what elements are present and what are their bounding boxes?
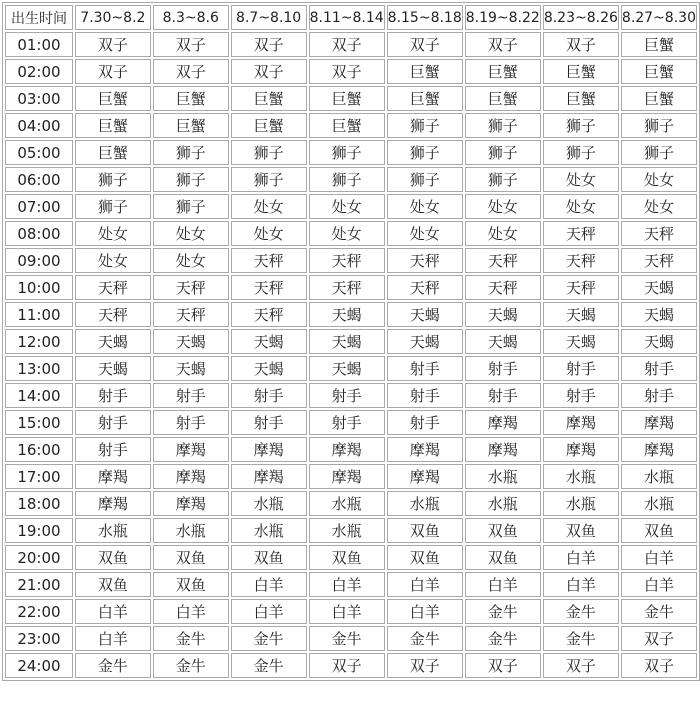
zodiac-sign-cell: 双子	[75, 59, 151, 84]
zodiac-sign-cell: 摩羯	[621, 437, 697, 462]
zodiac-sign-cell: 天蝎	[75, 356, 151, 381]
zodiac-sign-cell: 双子	[621, 653, 697, 678]
table-row	[5, 410, 697, 435]
zodiac-sign-cell: 射手	[75, 437, 151, 462]
zodiac-sign-cell: 水瓶	[465, 491, 541, 516]
zodiac-sign-cell: 狮子	[231, 140, 307, 165]
table-row	[5, 221, 697, 246]
zodiac-sign-cell: 摩羯	[153, 437, 229, 462]
zodiac-sign-cell: 天秤	[153, 302, 229, 327]
zodiac-sign-cell: 狮子	[231, 167, 307, 192]
zodiac-sign-cell: 白羊	[75, 626, 151, 651]
zodiac-sign-cell: 双鱼	[153, 572, 229, 597]
birth-time-cell: 08:00	[5, 221, 73, 246]
zodiac-sign-cell: 射手	[75, 410, 151, 435]
zodiac-sign-cell: 摩羯	[465, 437, 541, 462]
zodiac-sign-cell: 处女	[231, 194, 307, 219]
zodiac-sign-cell: 天蝎	[387, 329, 463, 354]
header-date-range: 8.15~8.18	[387, 5, 463, 30]
zodiac-sign-cell: 水瓶	[153, 518, 229, 543]
zodiac-sign-cell: 水瓶	[231, 518, 307, 543]
zodiac-sign-cell: 天秤	[543, 221, 619, 246]
zodiac-sign-cell: 巨蟹	[231, 86, 307, 111]
zodiac-sign-cell: 双子	[465, 32, 541, 57]
zodiac-sign-cell: 处女	[75, 248, 151, 273]
zodiac-sign-cell: 双鱼	[621, 518, 697, 543]
zodiac-sign-cell: 狮子	[75, 167, 151, 192]
zodiac-sign-cell: 射手	[309, 410, 385, 435]
table-row	[5, 599, 697, 624]
zodiac-sign-cell: 狮子	[621, 140, 697, 165]
zodiac-sign-cell: 天蝎	[543, 329, 619, 354]
zodiac-sign-cell: 双子	[387, 653, 463, 678]
zodiac-sign-cell: 摩羯	[309, 437, 385, 462]
zodiac-sign-cell: 射手	[387, 356, 463, 381]
header-birth-time: 出生时间	[5, 5, 73, 30]
zodiac-sign-cell: 天蝎	[621, 329, 697, 354]
birth-time-cell: 20:00	[5, 545, 73, 570]
zodiac-sign-cell: 天秤	[153, 275, 229, 300]
zodiac-sign-cell: 双子	[465, 653, 541, 678]
zodiac-sign-cell: 水瓶	[621, 491, 697, 516]
zodiac-sign-cell: 处女	[75, 221, 151, 246]
table-body	[5, 32, 697, 678]
table-row	[5, 572, 697, 597]
zodiac-sign-cell: 双鱼	[387, 518, 463, 543]
table-header-row	[5, 5, 697, 30]
zodiac-sign-cell: 处女	[621, 194, 697, 219]
birth-time-cell: 04:00	[5, 113, 73, 138]
zodiac-sign-cell: 双子	[153, 32, 229, 57]
header-date-range: 8.19~8.22	[465, 5, 541, 30]
zodiac-sign-cell: 巨蟹	[309, 113, 385, 138]
zodiac-sign-cell: 天秤	[465, 275, 541, 300]
zodiac-sign-cell: 处女	[153, 221, 229, 246]
header-date-range: 8.7~8.10	[231, 5, 307, 30]
birth-time-cell: 15:00	[5, 410, 73, 435]
zodiac-sign-cell: 金牛	[75, 653, 151, 678]
table-row	[5, 329, 697, 354]
zodiac-sign-cell: 处女	[153, 248, 229, 273]
zodiac-sign-cell: 金牛	[543, 599, 619, 624]
zodiac-sign-cell: 处女	[543, 167, 619, 192]
zodiac-sign-cell: 天蝎	[309, 302, 385, 327]
zodiac-sign-cell: 双子	[309, 59, 385, 84]
birth-time-cell: 19:00	[5, 518, 73, 543]
zodiac-sign-cell: 处女	[543, 194, 619, 219]
birth-time-cell: 16:00	[5, 437, 73, 462]
zodiac-sign-cell: 天秤	[465, 248, 541, 273]
table-row	[5, 167, 697, 192]
zodiac-sign-cell: 白羊	[153, 599, 229, 624]
zodiac-sign-cell: 金牛	[153, 626, 229, 651]
zodiac-sign-cell: 天蝎	[231, 329, 307, 354]
zodiac-sign-cell: 金牛	[231, 626, 307, 651]
zodiac-sign-cell: 射手	[75, 383, 151, 408]
zodiac-sign-cell: 摩羯	[153, 491, 229, 516]
zodiac-sign-cell: 处女	[231, 221, 307, 246]
zodiac-sign-cell: 巨蟹	[543, 59, 619, 84]
zodiac-sign-cell: 狮子	[153, 167, 229, 192]
birth-time-cell: 23:00	[5, 626, 73, 651]
zodiac-sign-cell: 巨蟹	[231, 113, 307, 138]
zodiac-sign-cell: 天蝎	[231, 356, 307, 381]
zodiac-sign-cell: 天秤	[231, 302, 307, 327]
zodiac-sign-cell: 天秤	[75, 275, 151, 300]
zodiac-sign-cell: 狮子	[465, 167, 541, 192]
zodiac-sign-cell: 摩羯	[309, 464, 385, 489]
zodiac-sign-cell: 射手	[153, 410, 229, 435]
table-row	[5, 491, 697, 516]
zodiac-sign-cell: 巨蟹	[309, 86, 385, 111]
zodiac-sign-cell: 狮子	[465, 113, 541, 138]
zodiac-sign-cell: 金牛	[153, 653, 229, 678]
zodiac-sign-cell: 巨蟹	[543, 86, 619, 111]
zodiac-sign-cell: 天蝎	[465, 302, 541, 327]
zodiac-sign-cell: 处女	[621, 167, 697, 192]
table-row	[5, 653, 697, 678]
zodiac-sign-cell: 双子	[231, 59, 307, 84]
zodiac-sign-cell: 天秤	[543, 275, 619, 300]
zodiac-sign-cell: 狮子	[309, 167, 385, 192]
zodiac-sign-cell: 白羊	[387, 572, 463, 597]
zodiac-sign-cell: 摩羯	[75, 491, 151, 516]
zodiac-sign-cell: 双子	[309, 653, 385, 678]
table-row	[5, 248, 697, 273]
zodiac-sign-cell: 狮子	[153, 140, 229, 165]
zodiac-sign-cell: 双鱼	[231, 545, 307, 570]
zodiac-sign-cell: 双子	[543, 32, 619, 57]
zodiac-sign-cell: 射手	[465, 383, 541, 408]
zodiac-sign-cell: 射手	[153, 383, 229, 408]
zodiac-sign-cell: 水瓶	[621, 464, 697, 489]
zodiac-sign-cell: 摩羯	[231, 464, 307, 489]
zodiac-sign-cell: 白羊	[231, 572, 307, 597]
zodiac-sign-cell: 处女	[465, 194, 541, 219]
table-row	[5, 356, 697, 381]
zodiac-sign-cell: 巨蟹	[75, 140, 151, 165]
zodiac-sign-cell: 双子	[309, 32, 385, 57]
zodiac-sign-cell: 天蝎	[309, 356, 385, 381]
zodiac-sign-cell: 双子	[153, 59, 229, 84]
zodiac-sign-cell: 狮子	[387, 113, 463, 138]
zodiac-sign-cell: 天蝎	[153, 356, 229, 381]
zodiac-sign-cell: 白羊	[543, 572, 619, 597]
zodiac-sign-cell: 摩羯	[153, 464, 229, 489]
zodiac-sign-cell: 射手	[387, 383, 463, 408]
zodiac-sign-cell: 天蝎	[75, 329, 151, 354]
zodiac-sign-cell: 射手	[231, 410, 307, 435]
zodiac-sign-cell: 处女	[387, 194, 463, 219]
zodiac-sign-cell: 巨蟹	[75, 86, 151, 111]
birth-time-cell: 02:00	[5, 59, 73, 84]
birth-time-zodiac-table	[2, 2, 700, 681]
table-row	[5, 275, 697, 300]
header-date-range: 8.27~8.30	[621, 5, 697, 30]
zodiac-sign-cell: 白羊	[621, 572, 697, 597]
zodiac-sign-cell: 金牛	[387, 626, 463, 651]
zodiac-sign-cell: 双鱼	[465, 518, 541, 543]
zodiac-sign-cell: 金牛	[465, 599, 541, 624]
zodiac-sign-cell: 射手	[543, 356, 619, 381]
table-row	[5, 437, 697, 462]
header-date-range: 8.3~8.6	[153, 5, 229, 30]
birth-time-cell: 14:00	[5, 383, 73, 408]
zodiac-sign-cell: 水瓶	[387, 491, 463, 516]
zodiac-sign-cell: 狮子	[309, 140, 385, 165]
zodiac-sign-cell: 射手	[543, 383, 619, 408]
zodiac-sign-cell: 水瓶	[543, 491, 619, 516]
birth-time-cell: 13:00	[5, 356, 73, 381]
birth-time-cell: 09:00	[5, 248, 73, 273]
zodiac-sign-cell: 白羊	[231, 599, 307, 624]
zodiac-sign-cell: 狮子	[621, 113, 697, 138]
zodiac-sign-cell: 金牛	[309, 626, 385, 651]
birth-time-cell: 11:00	[5, 302, 73, 327]
birth-time-cell: 12:00	[5, 329, 73, 354]
zodiac-sign-cell: 水瓶	[75, 518, 151, 543]
zodiac-sign-cell: 天秤	[621, 221, 697, 246]
zodiac-sign-cell: 双鱼	[75, 545, 151, 570]
zodiac-sign-cell: 双子	[621, 626, 697, 651]
birth-time-cell: 01:00	[5, 32, 73, 57]
zodiac-sign-cell: 双子	[75, 32, 151, 57]
zodiac-sign-cell: 射手	[387, 410, 463, 435]
table-row	[5, 464, 697, 489]
zodiac-sign-cell: 天秤	[75, 302, 151, 327]
zodiac-sign-cell: 处女	[309, 221, 385, 246]
zodiac-sign-cell: 天蝎	[543, 302, 619, 327]
zodiac-sign-cell: 双鱼	[75, 572, 151, 597]
zodiac-sign-cell: 白羊	[387, 599, 463, 624]
zodiac-sign-cell: 天秤	[387, 248, 463, 273]
zodiac-sign-cell: 双子	[543, 653, 619, 678]
zodiac-sign-cell: 处女	[465, 221, 541, 246]
zodiac-sign-cell: 巨蟹	[621, 59, 697, 84]
zodiac-sign-cell: 白羊	[465, 572, 541, 597]
birth-time-cell: 24:00	[5, 653, 73, 678]
zodiac-sign-cell: 射手	[465, 356, 541, 381]
zodiac-sign-cell: 狮子	[387, 167, 463, 192]
zodiac-sign-cell: 天秤	[231, 248, 307, 273]
table-row	[5, 86, 697, 111]
zodiac-sign-cell: 射手	[309, 383, 385, 408]
zodiac-sign-cell: 摩羯	[543, 437, 619, 462]
zodiac-sign-cell: 摩羯	[543, 410, 619, 435]
zodiac-sign-cell: 巨蟹	[153, 113, 229, 138]
zodiac-sign-cell: 水瓶	[465, 464, 541, 489]
zodiac-sign-cell: 白羊	[309, 599, 385, 624]
birth-time-cell: 21:00	[5, 572, 73, 597]
zodiac-sign-cell: 摩羯	[465, 410, 541, 435]
zodiac-sign-cell: 水瓶	[231, 491, 307, 516]
zodiac-sign-cell: 金牛	[465, 626, 541, 651]
zodiac-sign-cell: 天蝎	[621, 302, 697, 327]
table-row	[5, 32, 697, 57]
zodiac-sign-cell: 水瓶	[543, 464, 619, 489]
zodiac-sign-cell: 金牛	[621, 599, 697, 624]
table-row	[5, 383, 697, 408]
zodiac-sign-cell: 白羊	[543, 545, 619, 570]
zodiac-sign-cell: 天蝎	[465, 329, 541, 354]
zodiac-sign-cell: 狮子	[75, 194, 151, 219]
zodiac-sign-cell: 巨蟹	[621, 86, 697, 111]
zodiac-sign-cell: 摩羯	[231, 437, 307, 462]
zodiac-sign-cell: 巨蟹	[387, 86, 463, 111]
zodiac-sign-cell: 天秤	[387, 275, 463, 300]
table-row	[5, 518, 697, 543]
zodiac-sign-cell: 巨蟹	[621, 32, 697, 57]
birth-time-cell: 22:00	[5, 599, 73, 624]
zodiac-sign-cell: 射手	[621, 356, 697, 381]
table-row	[5, 140, 697, 165]
birth-time-cell: 17:00	[5, 464, 73, 489]
zodiac-sign-cell: 天蝎	[309, 329, 385, 354]
zodiac-sign-cell: 狮子	[153, 194, 229, 219]
zodiac-sign-cell: 双子	[387, 32, 463, 57]
table-row	[5, 302, 697, 327]
zodiac-sign-cell: 双鱼	[543, 518, 619, 543]
zodiac-sign-cell: 双鱼	[465, 545, 541, 570]
birth-time-cell: 05:00	[5, 140, 73, 165]
table-row	[5, 545, 697, 570]
zodiac-sign-cell: 天秤	[231, 275, 307, 300]
zodiac-sign-cell: 天秤	[309, 248, 385, 273]
table-row	[5, 113, 697, 138]
zodiac-sign-cell: 摩羯	[387, 437, 463, 462]
zodiac-sign-cell: 狮子	[543, 113, 619, 138]
birth-time-cell: 03:00	[5, 86, 73, 111]
zodiac-sign-cell: 摩羯	[75, 464, 151, 489]
zodiac-sign-cell: 双子	[231, 32, 307, 57]
zodiac-sign-cell: 金牛	[231, 653, 307, 678]
zodiac-sign-cell: 水瓶	[309, 518, 385, 543]
header-date-range: 7.30~8.2	[75, 5, 151, 30]
table-row	[5, 59, 697, 84]
zodiac-sign-cell: 摩羯	[387, 464, 463, 489]
zodiac-sign-cell: 处女	[309, 194, 385, 219]
zodiac-sign-cell: 天蝎	[387, 302, 463, 327]
zodiac-sign-cell: 射手	[231, 383, 307, 408]
zodiac-sign-cell: 摩羯	[621, 410, 697, 435]
zodiac-sign-cell: 射手	[621, 383, 697, 408]
table-row	[5, 194, 697, 219]
zodiac-sign-cell: 双鱼	[153, 545, 229, 570]
zodiac-sign-cell: 白羊	[621, 545, 697, 570]
zodiac-sign-cell: 天秤	[543, 248, 619, 273]
zodiac-sign-cell: 白羊	[75, 599, 151, 624]
zodiac-sign-cell: 天秤	[309, 275, 385, 300]
zodiac-sign-cell: 双鱼	[309, 545, 385, 570]
birth-time-cell: 07:00	[5, 194, 73, 219]
table-row	[5, 626, 697, 651]
header-date-range: 8.23~8.26	[543, 5, 619, 30]
zodiac-sign-cell: 狮子	[387, 140, 463, 165]
zodiac-sign-cell: 水瓶	[309, 491, 385, 516]
zodiac-sign-cell: 狮子	[543, 140, 619, 165]
zodiac-sign-cell: 白羊	[309, 572, 385, 597]
zodiac-sign-cell: 处女	[387, 221, 463, 246]
zodiac-sign-cell: 金牛	[543, 626, 619, 651]
birth-time-cell: 06:00	[5, 167, 73, 192]
header-date-range: 8.11~8.14	[309, 5, 385, 30]
zodiac-sign-cell: 天蝎	[153, 329, 229, 354]
zodiac-sign-cell: 巨蟹	[75, 113, 151, 138]
zodiac-sign-cell: 巨蟹	[465, 59, 541, 84]
zodiac-sign-cell: 巨蟹	[153, 86, 229, 111]
zodiac-sign-cell: 巨蟹	[387, 59, 463, 84]
birth-time-cell: 18:00	[5, 491, 73, 516]
zodiac-sign-cell: 天秤	[621, 248, 697, 273]
zodiac-sign-cell: 天蝎	[621, 275, 697, 300]
zodiac-sign-cell: 巨蟹	[465, 86, 541, 111]
birth-time-cell: 10:00	[5, 275, 73, 300]
zodiac-sign-cell: 狮子	[465, 140, 541, 165]
zodiac-sign-cell: 双鱼	[387, 545, 463, 570]
